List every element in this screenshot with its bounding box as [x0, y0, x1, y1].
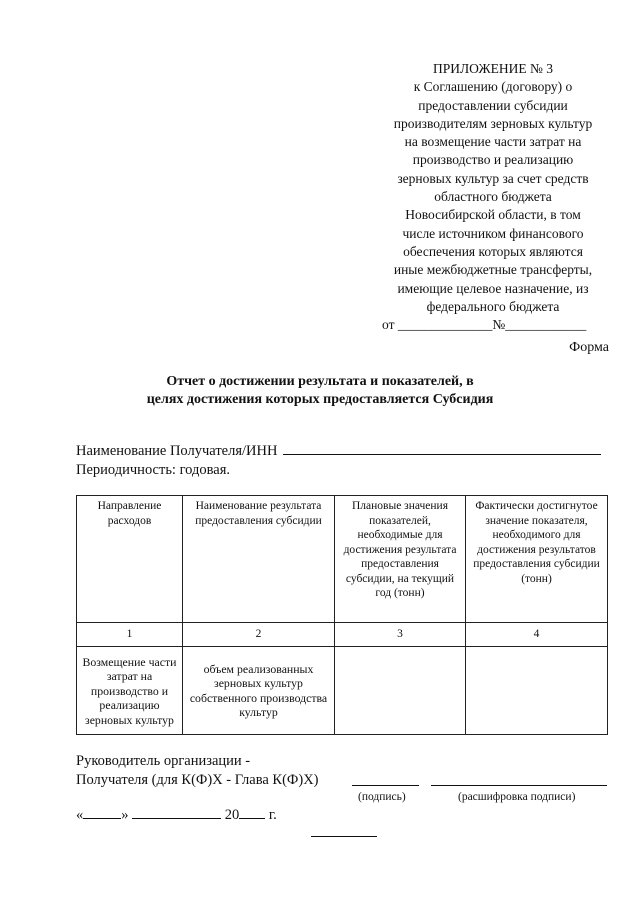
table-row [77, 647, 608, 735]
planned-value-cell[interactable] [335, 647, 466, 735]
signatory-line: Получателя (для К(Ф)Х - Глава К(Ф)Х) [76, 772, 319, 788]
signature-caption: (подпись) [358, 791, 406, 803]
signature-decode-field[interactable] [431, 785, 607, 786]
appendix-block [376, 60, 610, 334]
appendix-line: имеющие целевое назначение, из [397, 280, 589, 296]
footer-divider [311, 836, 377, 837]
appendix-line: производство и реализацию [412, 152, 574, 168]
report-title-line: Отчет о достижении результата и показателей, в [166, 374, 474, 389]
column-number: 3 [335, 623, 466, 647]
appendix-line: предоставлении субсидии [418, 97, 568, 113]
appendix-line: производителям зерновых культур [393, 115, 593, 131]
date-close-quote: » [121, 807, 129, 823]
table-header-cell: Наименование результата предоставления субсидии [183, 496, 335, 623]
periodicity-label: Периодичность: годовая. [76, 462, 231, 478]
signatory-line: Руководитель организации - [76, 753, 251, 769]
appendix-line: на возмещение части затрат на [404, 134, 582, 150]
column-number: 1 [77, 623, 183, 647]
appendix-line: обеспечения которых являются [403, 243, 583, 259]
table-header-cell: Фактически достигнутое значение показателя, необходимого для достижения результатов предоставления субсидии (тонн) [466, 496, 608, 623]
table-cell: Возмещение части затрат на производство и реализацию зерновых культур [77, 647, 183, 735]
appendix-line: числе источником финансового [402, 225, 584, 241]
table-header-cell: Плановые значения показателей, необходимые для достижения результата предоставления субсидии, на текущий год (тонн) [335, 496, 466, 623]
appendix-line: областного бюджета [434, 189, 552, 205]
appendix-line: ПРИЛОЖЕНИЕ № 3 [432, 61, 554, 76]
form-label: Форма [569, 340, 609, 355]
table-header-cell: Направление расходов [77, 496, 183, 623]
appendix-line: Новосибирской области, в том [405, 207, 581, 223]
column-number: 2 [183, 623, 335, 647]
recipient-name-label: Наименование Получателя/ИНН [76, 443, 278, 459]
date-open-quote: « [76, 807, 84, 823]
month-field[interactable] [132, 806, 221, 819]
year-prefix: 20 [224, 807, 240, 823]
recipient-block [76, 442, 601, 480]
year-suffix: г. [268, 807, 277, 823]
actual-value-cell[interactable] [466, 647, 608, 735]
appendix-line: федерального бюджета [426, 298, 560, 314]
recipient-name-field[interactable] [283, 442, 601, 455]
appendix-line: иные межбюджетные трансферты, [393, 262, 593, 278]
agreement-date-line: от ______________№____________ [382, 317, 587, 333]
signatory-block [76, 752, 319, 790]
appendix-line: зерновых культур за счет средств [397, 170, 589, 186]
date-row [76, 806, 277, 824]
column-number: 4 [466, 623, 608, 647]
report-title [80, 373, 560, 409]
table-header-row [77, 496, 608, 623]
report-title-line: целях достижения которых предоставляется Субсидия [146, 392, 494, 407]
report-table [76, 495, 608, 735]
table-number-row [77, 623, 608, 647]
signature-field[interactable] [352, 785, 419, 786]
year-field[interactable] [239, 806, 265, 819]
day-field[interactable] [83, 806, 121, 819]
table-cell: объем реализованных зерновых культур собственного производства культур [183, 647, 335, 735]
recipient-name-row [76, 442, 601, 461]
signature-decode-caption: (расшифровка подписи) [458, 791, 576, 803]
appendix-line: к Соглашению (договору) о [413, 79, 573, 95]
